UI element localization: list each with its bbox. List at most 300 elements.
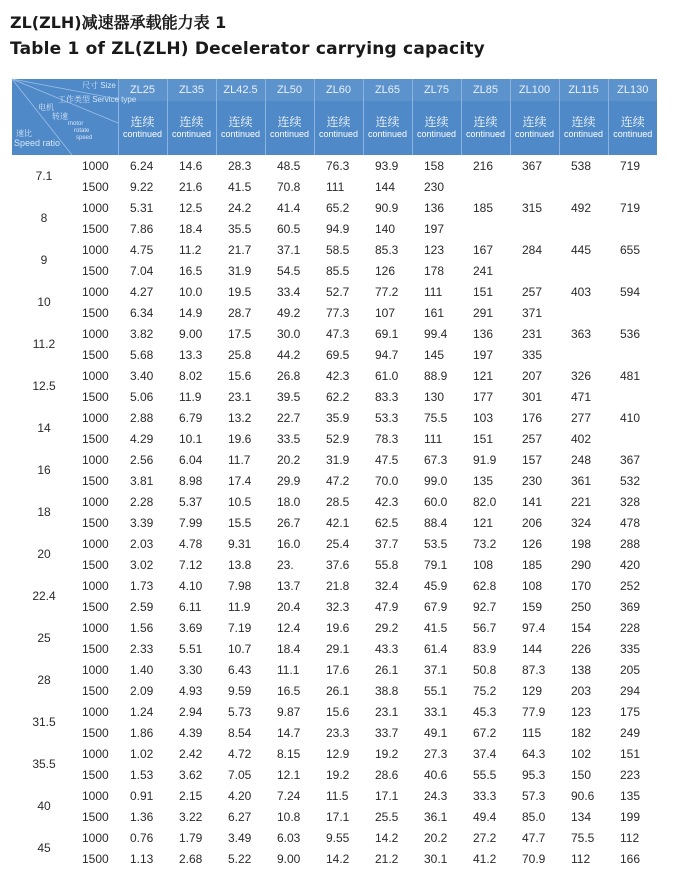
header-corner-cell xyxy=(12,79,137,155)
motor-speed-cell: 1500 xyxy=(82,305,109,320)
capacity-value-cell: 207 xyxy=(522,368,543,383)
capacity-value-cell: 655 xyxy=(620,242,641,257)
continued-en-label: continued xyxy=(318,129,359,139)
size-header-zl65: ZL65 xyxy=(363,79,412,101)
capacity-value-cell: 1.13 xyxy=(130,851,154,866)
size-header-zl130: ZL130 xyxy=(608,79,657,101)
motor-speed-cell: 1000 xyxy=(82,704,109,719)
capacity-value-cell: 49.1 xyxy=(424,725,448,740)
capacity-value-cell: 97.4 xyxy=(522,620,546,635)
table-body xyxy=(12,155,657,869)
capacity-value-cell xyxy=(608,260,657,281)
continued-cn-label: 连续 xyxy=(473,115,498,129)
motor-speed-cell: 1500 xyxy=(82,557,109,572)
corner-speed-cn-label: 转速 xyxy=(52,112,68,121)
speed-ratio-cell: 11.2 xyxy=(32,337,56,351)
capacity-value-cell: 2.88 xyxy=(130,410,154,425)
capacity-value-cell: 1.36 xyxy=(130,809,154,824)
capacity-value-cell: 3.81 xyxy=(130,473,154,488)
capacity-value-cell: 3.49 xyxy=(228,830,252,845)
capacity-value-cell: 37.1 xyxy=(277,242,301,257)
capacity-value-cell: 257 xyxy=(522,431,543,446)
speed-ratio-cell: 10 xyxy=(37,295,51,309)
service-type-header xyxy=(118,101,167,155)
capacity-value-cell: 11.7 xyxy=(228,452,251,467)
capacity-value-cell: 23.3 xyxy=(326,725,350,740)
capacity-value-cell: 471 xyxy=(571,389,592,404)
capacity-value-cell: 315 xyxy=(522,200,543,215)
capacity-value-cell: 41.5 xyxy=(424,620,448,635)
capacity-value-cell: 47.9 xyxy=(375,599,399,614)
table-row xyxy=(12,302,657,323)
capacity-value-cell: 26.7 xyxy=(277,515,301,530)
table-row xyxy=(12,428,657,449)
capacity-value-cell: 185 xyxy=(522,557,543,572)
capacity-value-cell: 288 xyxy=(620,536,641,551)
service-type-header xyxy=(510,101,559,155)
speed-ratio-cell: 12.5 xyxy=(32,379,56,393)
capacity-value-cell: 9.55 xyxy=(326,830,350,845)
capacity-value-cell xyxy=(559,176,608,197)
capacity-value-cell: 69.1 xyxy=(375,326,399,341)
capacity-value-cell: 140 xyxy=(375,221,396,236)
capacity-value-cell: 37.1 xyxy=(424,662,448,677)
capacity-value-cell: 367 xyxy=(522,158,543,173)
capacity-value-cell: 197 xyxy=(424,221,445,236)
capacity-value-cell: 29.1 xyxy=(326,641,350,656)
capacity-value-cell: 75.5 xyxy=(571,830,595,845)
table-row xyxy=(12,827,657,848)
continued-en-label: continued xyxy=(220,129,261,139)
capacity-value-cell: 402 xyxy=(571,431,592,446)
capacity-value-cell: 7.24 xyxy=(277,788,301,803)
capacity-value-cell: 257 xyxy=(522,284,543,299)
corner-service-type-label: 工作类型 Service type xyxy=(58,95,137,104)
capacity-value-cell: 3.22 xyxy=(179,809,203,824)
capacity-value-cell: 1.86 xyxy=(130,725,154,740)
capacity-value-cell: 231 xyxy=(522,326,543,341)
capacity-value-cell: 95.3 xyxy=(522,767,546,782)
capacity-value-cell: 37.4 xyxy=(473,746,497,761)
speed-ratio-cell: 31.5 xyxy=(32,715,56,729)
capacity-value-cell: 7.19 xyxy=(228,620,252,635)
motor-speed-cell: 1500 xyxy=(82,767,109,782)
capacity-value-cell: 151 xyxy=(473,431,494,446)
capacity-value-cell: 53.3 xyxy=(375,410,399,425)
capacity-value-cell: 13.3 xyxy=(179,347,203,362)
capacity-value-cell: 82.0 xyxy=(473,494,497,509)
capacity-value-cell: 54.5 xyxy=(277,263,301,278)
capacity-value-cell: 23. xyxy=(277,557,294,572)
capacity-value-cell: 52.7 xyxy=(326,284,350,299)
capacity-value-cell xyxy=(608,428,657,449)
speed-ratio-cell: 28 xyxy=(37,673,51,687)
capacity-value-cell: 25.4 xyxy=(326,536,350,551)
capacity-value-cell: 29.9 xyxy=(277,473,301,488)
capacity-value-cell: 67.3 xyxy=(424,452,448,467)
capacity-value-cell: 88.9 xyxy=(424,368,448,383)
capacity-value-cell: 79.1 xyxy=(424,557,448,572)
capacity-value-cell: 47.3 xyxy=(326,326,350,341)
capacity-value-cell: 17.1 xyxy=(375,788,399,803)
motor-speed-cell: 1000 xyxy=(82,620,109,635)
continued-cn-label: 连续 xyxy=(571,115,596,129)
capacity-value-cell: 77.9 xyxy=(522,704,546,719)
capacity-value-cell: 88.4 xyxy=(424,515,448,530)
capacity-value-cell: 2.09 xyxy=(130,683,154,698)
capacity-value-cell: 35.5 xyxy=(228,221,252,236)
capacity-value-cell: 158 xyxy=(424,158,445,173)
capacity-value-cell: 0.76 xyxy=(130,830,154,845)
capacity-value-cell: 335 xyxy=(620,641,641,656)
speed-ratio-cell: 40 xyxy=(37,799,51,813)
service-type-header xyxy=(559,101,608,155)
table-row xyxy=(12,155,657,176)
motor-speed-cell: 1500 xyxy=(82,179,109,194)
size-header-zl50: ZL50 xyxy=(265,79,314,101)
capacity-value-cell: 40.6 xyxy=(424,767,448,782)
capacity-value-cell: 55.8 xyxy=(375,557,399,572)
table-row xyxy=(12,239,657,260)
capacity-value-cell: 19.5 xyxy=(228,284,252,299)
capacity-value-cell: 21.6 xyxy=(179,179,203,194)
capacity-value-cell: 38.8 xyxy=(375,683,399,698)
page-title-english: Table 1 of ZL(ZLH) Decelerator carrying capacity xyxy=(10,39,485,59)
capacity-value-cell: 3.62 xyxy=(179,767,203,782)
capacity-value-cell: 14.2 xyxy=(326,851,350,866)
capacity-value-cell: 49.2 xyxy=(277,305,301,320)
capacity-value-cell: 56.7 xyxy=(473,620,497,635)
capacity-value-cell: 55.1 xyxy=(424,683,448,698)
service-type-header xyxy=(265,101,314,155)
capacity-value-cell: 14.7 xyxy=(277,725,301,740)
capacity-value-cell: 33.7 xyxy=(375,725,399,740)
capacity-value-cell: 1.40 xyxy=(130,662,154,677)
capacity-value-cell: 161 xyxy=(424,305,445,320)
capacity-value-cell: 176 xyxy=(522,410,543,425)
table-row xyxy=(12,659,657,680)
capacity-value-cell: 4.72 xyxy=(228,746,252,761)
capacity-value-cell: 2.15 xyxy=(179,788,203,803)
capacity-value-cell: 90.6 xyxy=(571,788,595,803)
capacity-value-cell: 10.0 xyxy=(179,284,203,299)
capacity-value-cell: 223 xyxy=(620,767,641,782)
capacity-value-cell: 328 xyxy=(620,494,641,509)
capacity-value-cell: 26.1 xyxy=(326,683,350,698)
size-header-zl25: ZL25 xyxy=(118,79,167,101)
capacity-value-cell xyxy=(559,344,608,365)
capacity-value-cell: 14.2 xyxy=(375,830,399,845)
capacity-value-cell: 78.3 xyxy=(375,431,399,446)
capacity-value-cell: 5.51 xyxy=(179,641,203,656)
capacity-value-cell: 65.2 xyxy=(326,200,350,215)
table-row xyxy=(12,764,657,785)
capacity-value-cell: 1.56 xyxy=(130,620,154,635)
capacity-value-cell: 33.4 xyxy=(277,284,301,299)
motor-speed-cell: 1500 xyxy=(82,431,109,446)
capacity-value-cell: 47.2 xyxy=(326,473,350,488)
capacity-value-cell: 28.6 xyxy=(375,767,399,782)
speed-ratio-cell: 45 xyxy=(37,841,51,855)
capacity-value-cell: 99.0 xyxy=(424,473,448,488)
capacity-value-cell: 21.2 xyxy=(375,851,399,866)
capacity-value-cell: 67.2 xyxy=(473,725,497,740)
capacity-value-cell: 1.02 xyxy=(130,746,154,761)
corner-speed-en-label: speed xyxy=(76,135,93,141)
capacity-value-cell: 7.98 xyxy=(228,578,252,593)
capacity-value-cell: 42.3 xyxy=(326,368,350,383)
continued-en-label: continued xyxy=(514,129,555,139)
capacity-value-cell: 301 xyxy=(522,389,543,404)
capacity-value-cell: 135 xyxy=(473,473,494,488)
motor-speed-cell: 1500 xyxy=(82,725,109,740)
capacity-value-cell: 31.9 xyxy=(228,263,252,278)
motor-speed-cell: 1000 xyxy=(82,200,109,215)
capacity-value-cell: 145 xyxy=(424,347,445,362)
motor-speed-cell: 1000 xyxy=(82,662,109,677)
capacity-value-cell: 42.3 xyxy=(375,494,399,509)
continued-cn-label: 连续 xyxy=(228,115,253,129)
capacity-value-cell: 335 xyxy=(522,347,543,362)
capacity-value-cell: 94.9 xyxy=(326,221,350,236)
capacity-value-cell: 11.1 xyxy=(277,662,300,677)
motor-speed-cell: 1000 xyxy=(82,242,109,257)
capacity-value-cell: 2.33 xyxy=(130,641,154,656)
continued-en-label: continued xyxy=(171,129,212,139)
capacity-value-cell: 326 xyxy=(571,368,592,383)
capacity-value-cell: 150 xyxy=(571,767,592,782)
motor-speed-cell: 1000 xyxy=(82,494,109,509)
capacity-value-cell: 83.9 xyxy=(473,641,497,656)
motor-speed-cell: 1500 xyxy=(82,851,109,866)
capacity-value-cell: 99.4 xyxy=(424,326,448,341)
table-row xyxy=(12,806,657,827)
table-row xyxy=(12,680,657,701)
capacity-value-cell: 9.31 xyxy=(228,536,252,551)
capacity-value-cell: 28.3 xyxy=(228,158,252,173)
capacity-value-cell: 77.3 xyxy=(326,305,350,320)
capacity-value-cell: 594 xyxy=(620,284,641,299)
service-type-header xyxy=(363,101,412,155)
capacity-value-cell: 197 xyxy=(473,347,494,362)
motor-speed-cell: 1500 xyxy=(82,683,109,698)
capacity-value-cell: 4.27 xyxy=(130,284,154,299)
capacity-value-cell: 58.5 xyxy=(326,242,350,257)
table-row xyxy=(12,596,657,617)
capacity-value-cell: 62.5 xyxy=(375,515,399,530)
service-type-header xyxy=(461,101,510,155)
capacity-value-cell: 49.4 xyxy=(473,809,497,824)
capacity-value-cell: 250 xyxy=(571,599,592,614)
capacity-value-cell: 123 xyxy=(571,704,592,719)
capacity-value-cell: 13.7 xyxy=(277,578,301,593)
capacity-value-cell: 90.9 xyxy=(375,200,399,215)
capacity-value-cell: 241 xyxy=(473,263,494,278)
capacity-value-cell: 144 xyxy=(375,179,396,194)
capacity-value-cell: 60.5 xyxy=(277,221,301,236)
speed-ratio-cell: 9 xyxy=(40,253,48,267)
speed-ratio-cell: 35.5 xyxy=(32,757,56,771)
capacity-value-cell: 10.8 xyxy=(277,809,301,824)
capacity-value-cell: 7.04 xyxy=(130,263,154,278)
capacity-value-cell: 5.31 xyxy=(130,200,154,215)
table-row xyxy=(12,365,657,386)
capacity-value-cell: 291 xyxy=(473,305,494,320)
capacity-value-cell: 62.2 xyxy=(326,389,350,404)
capacity-value-cell: 4.93 xyxy=(179,683,203,698)
motor-speed-cell: 1000 xyxy=(82,368,109,383)
capacity-value-cell: 166 xyxy=(620,851,641,866)
table-row xyxy=(12,491,657,512)
capacity-value-cell: 538 xyxy=(571,158,592,173)
capacity-value-cell: 17.1 xyxy=(326,809,350,824)
size-header-zl100: ZL100 xyxy=(510,79,559,101)
capacity-value-cell: 9.87 xyxy=(277,704,301,719)
capacity-value-cell: 9.00 xyxy=(277,851,301,866)
capacity-value-cell: 10.5 xyxy=(228,494,252,509)
capacity-value-cell: 47.5 xyxy=(375,452,399,467)
motor-speed-cell: 1500 xyxy=(82,221,109,236)
size-header-zl85: ZL85 xyxy=(461,79,510,101)
capacity-value-cell: 30.1 xyxy=(424,851,448,866)
capacity-value-cell: 11.2 xyxy=(179,242,202,257)
motor-speed-cell: 1500 xyxy=(82,515,109,530)
capacity-value-cell: 8.02 xyxy=(179,368,203,383)
continued-en-label: continued xyxy=(367,129,408,139)
corner-ratio-en-label: Speed ratio xyxy=(14,138,61,148)
capacity-value-cell: 1.24 xyxy=(130,704,154,719)
capacity-value-cell: 481 xyxy=(620,368,641,383)
continued-cn-label: 连续 xyxy=(179,115,204,129)
motor-speed-cell: 1000 xyxy=(82,410,109,425)
capacity-value-cell: 4.78 xyxy=(179,536,203,551)
capacity-value-cell: 361 xyxy=(571,473,592,488)
capacity-value-cell xyxy=(608,386,657,407)
capacity-value-cell: 6.79 xyxy=(179,410,203,425)
capacity-value-cell: 28.7 xyxy=(228,305,252,320)
capacity-value-cell: 8.98 xyxy=(179,473,203,488)
capacity-value-cell: 3.30 xyxy=(179,662,203,677)
continued-en-label: continued xyxy=(122,129,163,139)
continued-en-label: continued xyxy=(465,129,506,139)
capacity-value-cell: 76.3 xyxy=(326,158,350,173)
capacity-value-cell: 39.5 xyxy=(277,389,301,404)
capacity-value-cell: 111 xyxy=(424,284,443,299)
capacity-value-cell: 3.82 xyxy=(130,326,154,341)
capacity-value-cell xyxy=(608,176,657,197)
table-row xyxy=(12,638,657,659)
capacity-value-cell: 19.6 xyxy=(326,620,350,635)
capacity-value-cell: 363 xyxy=(571,326,592,341)
capacity-value-cell: 14.6 xyxy=(179,158,203,173)
capacity-value-cell: 403 xyxy=(571,284,592,299)
continued-cn-label: 连续 xyxy=(130,115,155,129)
capacity-value-cell: 12.9 xyxy=(326,746,350,761)
size-header-zl115: ZL115 xyxy=(559,79,608,101)
capacity-value-cell: 85.5 xyxy=(326,263,350,278)
capacity-value-cell: 5.06 xyxy=(130,389,154,404)
capacity-value-cell: 70.8 xyxy=(277,179,301,194)
table-row xyxy=(12,470,657,491)
capacity-value-cell: 532 xyxy=(620,473,641,488)
capacity-value-cell: 19.6 xyxy=(228,431,252,446)
capacity-value-cell: 2.56 xyxy=(130,452,154,467)
capacity-value-cell: 290 xyxy=(571,557,592,572)
capacity-value-cell: 3.39 xyxy=(130,515,154,530)
capacity-value-cell: 103 xyxy=(473,410,494,425)
capacity-value-cell: 136 xyxy=(473,326,494,341)
continued-en-label: continued xyxy=(613,129,653,139)
motor-speed-cell: 1500 xyxy=(82,641,109,656)
continued-cn-label: 连续 xyxy=(326,115,351,129)
capacity-value-cell: 230 xyxy=(522,473,543,488)
service-type-header xyxy=(314,101,363,155)
capacity-value-cell: 6.24 xyxy=(130,158,154,173)
motor-speed-cell: 1000 xyxy=(82,746,109,761)
capacity-value-cell: 75.2 xyxy=(473,683,497,698)
capacity-value-cell: 138 xyxy=(571,662,592,677)
capacity-value-cell: 92.7 xyxy=(473,599,497,614)
capacity-value-cell: 1.73 xyxy=(130,578,154,593)
capacity-value-cell: 50.8 xyxy=(473,662,497,677)
motor-speed-cell: 1000 xyxy=(82,158,109,173)
capacity-value-cell: 85.3 xyxy=(375,242,399,257)
table-row xyxy=(12,323,657,344)
capacity-value-cell: 6.11 xyxy=(179,599,202,614)
capacity-value-cell: 719 xyxy=(620,158,641,173)
capacity-value-cell: 45.9 xyxy=(424,578,448,593)
capacity-value-cell: 294 xyxy=(620,683,641,698)
capacity-value-cell: 178 xyxy=(424,263,445,278)
capacity-value-cell: 121 xyxy=(473,368,494,383)
motor-speed-cell: 1000 xyxy=(82,536,109,551)
capacity-value-cell: 85.0 xyxy=(522,809,546,824)
capacity-value-cell: 29.2 xyxy=(375,620,399,635)
capacity-value-cell: 87.3 xyxy=(522,662,546,677)
capacity-value-cell: 57.3 xyxy=(522,788,546,803)
capacity-value-cell xyxy=(510,260,559,281)
capacity-value-cell: 2.94 xyxy=(179,704,203,719)
capacity-value-cell: 61.0 xyxy=(375,368,399,383)
capacity-value-cell: 93.9 xyxy=(375,158,399,173)
capacity-value-cell: 126 xyxy=(522,536,543,551)
capacity-value-cell: 1.53 xyxy=(130,767,154,782)
continued-cn-label: 连续 xyxy=(277,115,302,129)
capacity-value-cell: 33.1 xyxy=(424,704,448,719)
capacity-value-cell: 37.6 xyxy=(326,557,350,572)
motor-speed-cell: 1500 xyxy=(82,347,109,362)
size-header-zl35: ZL35 xyxy=(167,79,216,101)
capacity-value-cell: 4.20 xyxy=(228,788,252,803)
capacity-value-cell: 170 xyxy=(571,578,592,593)
continued-cn-label: 连续 xyxy=(424,115,449,129)
capacity-value-cell: 226 xyxy=(571,641,592,656)
capacity-value-cell: 1.79 xyxy=(179,830,203,845)
capacity-value-cell: 2.42 xyxy=(179,746,203,761)
capacity-value-cell: 42.1 xyxy=(326,515,350,530)
capacity-value-cell: 48.5 xyxy=(277,158,301,173)
table-row xyxy=(12,176,657,197)
capacity-value-cell: 15.6 xyxy=(326,704,350,719)
capacity-value-cell: 19.2 xyxy=(375,746,399,761)
service-type-header xyxy=(608,101,657,155)
capacity-value-cell: 21.8 xyxy=(326,578,350,593)
speed-ratio-cell: 25 xyxy=(37,631,51,645)
capacity-value-cell: 129 xyxy=(522,683,543,698)
speed-ratio-cell: 8 xyxy=(40,211,48,225)
capacity-value-cell: 32.4 xyxy=(375,578,399,593)
table-row xyxy=(12,197,657,218)
